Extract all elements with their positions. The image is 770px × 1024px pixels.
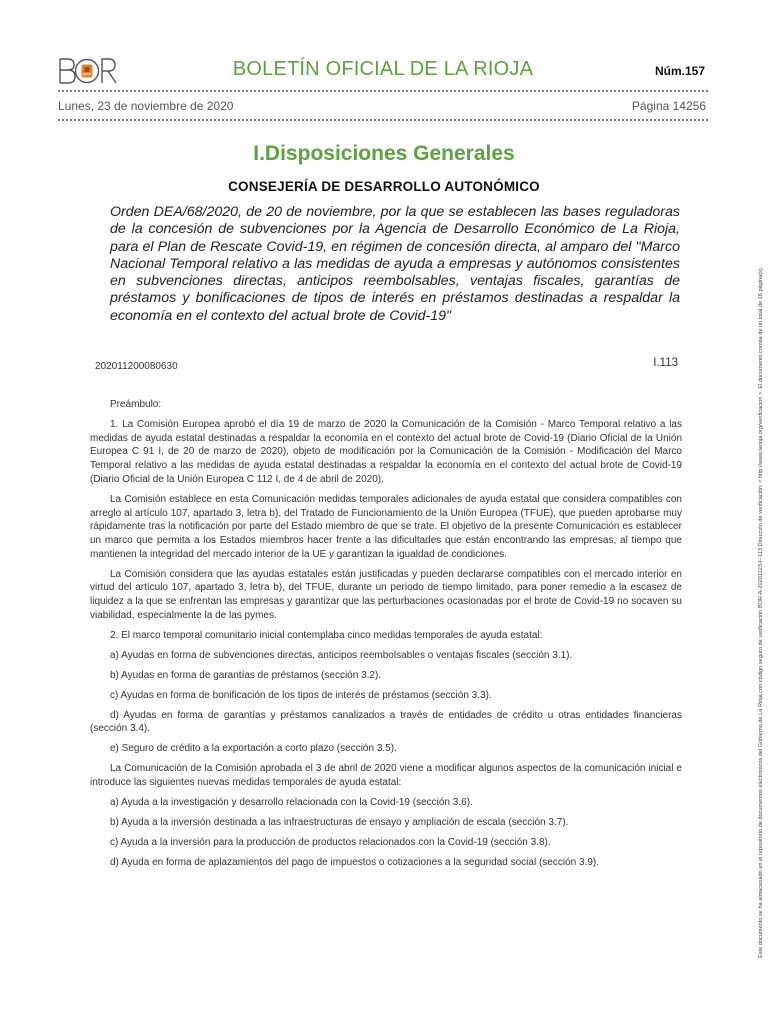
- section-reference: I.113: [653, 357, 678, 369]
- order-title: Orden DEA/68/2020, de 20 de noviembre, por la que se establecen las bases reguladoras de la concesión de subvenciones por la Agencia de Desarrollo Económico de La Rioja, para el Plan de Rescate Covid-19, en régimen de concesión directa, al amparo del "Marco Nacional Temporal relativo a las medidas de ayuda a empresas y autónomos consistentes en subvenciones directas, anticipos reembolsables, ventajas fiscales, garantías de préstamos y bonificaciones de tipos de interés en préstamos destinadas a respaldar la economía en el contexto del actual brote de Covid-19": [110, 204, 680, 324]
- paragraph: 1. La Comisión Europea aprobó el día 19 de marzo de 2020 la Comunicación de la Comisión - Marco Temporal relativo a las medidas de ayuda estatal destinadas a respaldar la economía en el contexto del actual brote de Covid-19 (Diario Oficial de la Unión Europea C 91 I, de 20 de marzo de 2020), objeto de modificación por la Comunicación de la Comisión - Modificación del Marco Temporal relativo a las medidas de ayuda estatal destinadas a respaldar la economía en el contexto del actual brote de Covid-19 (Diario Oficial de la Unión Europea C 112 I, de 4 de abril de 2020).: [90, 419, 682, 485]
- verification-text: Este documento se ha almacenado en el repositorio de documentos electrónicos del Gobierno de La Rioja con código seguro de verificación BOR-A-20201123-I--113 Dirección de verificación: < http://www.larioja.org/verificacion >. El documento consta de un total de 16 página(s).: [758, 266, 764, 958]
- list-item: d) Ayudas en forma de garantías y préstamos canalizados a través de entidades de crédito u otras entidades financieras (sección 3.4).: [90, 709, 682, 735]
- document-code: 202011200080630: [95, 361, 178, 372]
- list-item: d) Ayuda en forma de aplazamientos del pago de impuestos o cotizaciones a la seguridad social (sección 3.9).: [110, 857, 599, 869]
- paragraph: La Comisión considera que las ayudas estatales están justificadas y pueden declararse compatibles con el mercado interior en virtud del artículo 107, apartado 3, letra b), del TFUE, durante un periodo de tiempo limitado, para poner remedio a la escasez de liquidez a la que se enfrentan las empresas y garantizar que las perturbaciones ocasionadas por el brote de Covid-19 no socaven su viabilidad, especialmente la de las pymes.: [90, 568, 682, 621]
- list-item: e) Seguro de crédito a la exportación a corto plazo (sección 3.5).: [110, 743, 397, 755]
- list-item: a) Ayuda a la investigación y desarrollo relacionada con la Covid-19 (sección 3.6).: [110, 797, 473, 809]
- paragraph: La Comisión establece en esta Comunicación medidas temporales adicionales de ayuda estatal que considera compatibles con arreglo al artículo 107, apartado 3, letra b), del Tratado de Funcionamiento de la Unión Europea (TFUE), que pueden aprobarse muy rápidamente tras la notificación por parte del Estado miembro de que se trate. El objetivo de la presente Comunicación es establecer un marco que permita a los Estados miembros hacer frente a las dificultades que están encontrando las empresas, al tiempo que mantienen la integridad del mercado interior de la UE y garantizan la igualdad de condiciones.: [90, 493, 682, 560]
- header-divider: [58, 90, 708, 92]
- issue-date: Lunes, 23 de noviembre de 2020: [58, 99, 234, 113]
- paragraph: 2. El marco temporal comunitario inicial contemplaba cinco medidas temporales de ayuda estatal:: [110, 629, 543, 641]
- list-item: c) Ayuda a la inversión para la producción de productos relacionados con la Covid-19 (sección 3.8).: [110, 837, 551, 849]
- list-item: c) Ayudas en forma de bonificación de los tipos de interés de préstamos (sección 3.3).: [110, 689, 492, 701]
- list-item: b) Ayudas en forma de garantías de préstamos (sección 3.2).: [110, 669, 382, 681]
- list-item: a) Ayudas en forma de subvenciones directas, anticipos reembolsables o ventajas fiscales (sección 3.1).: [110, 649, 573, 661]
- subheader-divider: [58, 119, 708, 121]
- page-number: Página 14256: [631, 99, 706, 113]
- ministry-heading: CONSEJERÍA DE DESARROLLO AUTONÓMICO: [228, 179, 540, 194]
- document-body: [90, 398, 682, 876]
- verification-side-note: [757, 48, 770, 958]
- list-item: b) Ayuda a la inversión destinada a las infraestructuras de ensayo y ampliación de escala (sección 3.7).: [110, 817, 569, 829]
- bulletin-title: BOLETÍN OFICIAL DE LA RIOJA: [232, 58, 534, 80]
- paragraph: La Comunicación de la Comisión aprobada el 3 de abril de 2020 viene a modificar algunos aspectos de la comunicación inicial e introduce las siguientes nuevas medidas temporales de ayuda estatal:: [90, 763, 682, 789]
- section-title: I.Disposiciones Generales: [253, 142, 515, 165]
- bulletin-header: [58, 52, 708, 88]
- paragraph-preamble: Preámbulo:: [110, 399, 162, 410]
- issue-number: Núm.157: [654, 64, 705, 78]
